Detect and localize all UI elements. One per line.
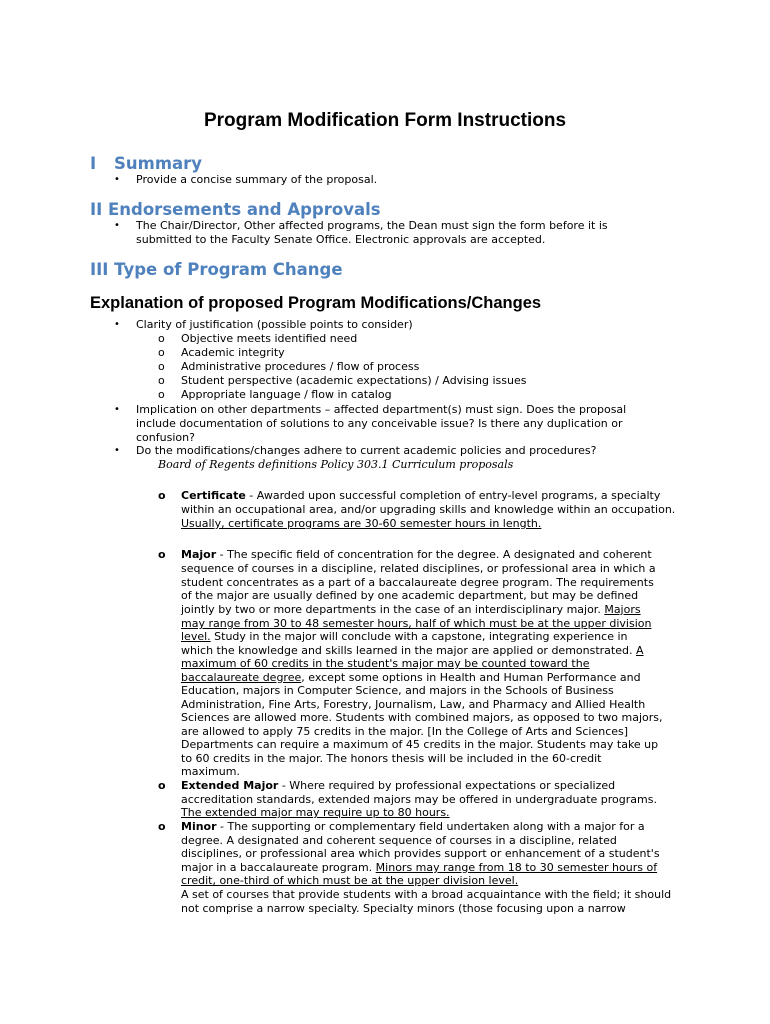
major-text-underlined: A — [635, 644, 644, 657]
endorsements-line: The Chair/Director, Other affected programs, the Dean must sign the form before it is — [136, 219, 608, 232]
bullet-icon: • — [114, 404, 120, 415]
major-text-underlined: Majors — [604, 603, 641, 616]
major-text-underlined: baccalaureate degree — [181, 671, 302, 684]
minor-line — [181, 861, 657, 875]
major-text: jointly by two or more departments in the case of an interdisciplinary major. — [181, 603, 605, 616]
major-line: may range from 30 to 48 semester hours, half of which must be at the upper division — [181, 617, 652, 630]
major-text: - The specific field of concentration for the degree. A designated and coherent — [216, 548, 652, 561]
summary-heading-number: I — [90, 154, 97, 173]
extended-line: The extended major may require up to 80 hours. — [181, 806, 450, 819]
sub-bullet-icon: o — [158, 489, 166, 502]
extended-line: accreditation standards, extended majors may be offered in undergraduate programs. — [181, 793, 657, 806]
major-line: Departments can require a maximum of 45 credits in the major. Students may take up — [181, 738, 659, 751]
major-line — [181, 644, 644, 658]
major-text: which the knowledge and skills learned in the major are applied or demonstrated. — [181, 644, 636, 657]
major-line: student concentrates as a part of a baccalaureate degree program. The requirements — [181, 576, 654, 589]
certificate-text: - Awarded upon successful completion of entry-level programs, a specialty — [245, 489, 661, 502]
sub-point: Student perspective (academic expectations) / Advising issues — [181, 374, 527, 387]
sub-bullet-icon: o — [158, 779, 166, 792]
minor-text: major in a baccalaureate program. — [181, 861, 376, 874]
explanation-heading: Explanation of proposed Program Modifications/Changes — [90, 294, 542, 312]
major-text: , except some options in Health and Human Performance and — [301, 671, 641, 684]
sub-point: Academic integrity — [181, 346, 285, 359]
implication-line: confusion? — [136, 431, 195, 444]
minor-line — [181, 820, 645, 834]
type-heading: III Type of Program Change — [90, 260, 343, 279]
implication-line: include documentation of solutions to any conceivable issue? Is there any duplication or — [136, 417, 623, 430]
major-line: are allowed to apply 75 credits in the major. [In the College of Arts and Sciences] — [181, 725, 629, 738]
minor-text-underlined: Minors may range from 18 to 30 semester hours of — [375, 861, 658, 874]
major-line: of the major are usually defined by one academic department, but may be defined — [181, 589, 639, 602]
major-line — [181, 603, 641, 617]
minor-line: not comprise a narrow specialty. Specialty minors (those focusing upon a narrow — [181, 902, 626, 915]
bullet-icon: • — [114, 445, 120, 456]
bullet-icon: • — [114, 319, 120, 330]
major-text: Study in the major will conclude with a capstone, integrating experience in — [210, 630, 628, 643]
policy-reference: Board of Regents definitions Policy 303.1 Curriculum proposals — [158, 458, 514, 471]
summary-heading — [90, 154, 202, 174]
minor-line: degree. A designated and coherent sequence of courses in a discipline, related — [181, 834, 617, 847]
bullet-icon: • — [114, 174, 120, 185]
major-term: Major — [181, 548, 217, 561]
page-title: Program Modification Form Instructions — [203, 110, 567, 131]
minor-term: Minor — [181, 820, 217, 833]
minor-line: disciplines, or professional area which provides support or enhancement of a student's — [181, 847, 660, 860]
sub-point: Administrative procedures / flow of process — [181, 360, 420, 373]
minor-text: - The supporting or complementary field undertaken along with a major for a — [216, 820, 645, 833]
major-line: sequence of courses in a discipline, related disciplines, or professional area in which a — [181, 562, 656, 575]
implication-line: Implication on other departments – affected department(s) must sign. Does the proposal — [136, 403, 627, 416]
certificate-term: Certificate — [181, 489, 246, 502]
major-line: maximum of 60 credits in the student's major may be counted toward the — [181, 657, 590, 670]
sub-point: Objective meets identified need — [181, 332, 358, 345]
major-line — [181, 630, 628, 644]
sub-bullet-icon: o — [158, 374, 165, 387]
bullet-icon: • — [114, 220, 120, 231]
certificate-line: Usually, certificate programs are 30-60 semester hours in length. — [181, 517, 542, 530]
major-line: Administration, Fine Arts, Forestry, Journalism, Law, and Pharmacy and Allied Health — [181, 698, 646, 711]
extended-term: Extended Major — [181, 779, 279, 792]
sub-bullet-icon: o — [158, 346, 165, 359]
major-line: maximum. — [181, 765, 240, 778]
adhere-text: Do the modifications/changes adhere to current academic policies and procedures? — [136, 444, 597, 457]
major-line: Education, majors in Computer Science, and majors in the Schools of Business — [181, 684, 614, 697]
major-text-underlined: level. — [181, 630, 211, 643]
endorsements-line: submitted to the Faculty Senate Office. Electronic approvals are accepted. — [136, 233, 546, 246]
major-line: to 60 credits in the major. The honors thesis will be included in the 60-credit — [181, 752, 602, 765]
sub-bullet-icon: o — [158, 388, 165, 401]
sub-bullet-icon: o — [158, 820, 166, 833]
extended-text: - Where required by professional expectations or specialized — [278, 779, 616, 792]
minor-line: A set of courses that provide students with a broad acquaintance with the field; it should — [181, 888, 672, 901]
clarity-text: Clarity of justification (possible points to consider) — [136, 318, 413, 331]
sub-bullet-icon: o — [158, 548, 166, 561]
extended-line — [181, 779, 615, 793]
summary-heading-text: Summary — [114, 154, 203, 173]
sub-point: Appropriate language / flow in catalog — [181, 388, 392, 401]
major-line: Sciences are allowed more. Students with combined majors, as opposed to two majors, — [181, 711, 663, 724]
endorsements-heading: II Endorsements and Approvals — [90, 200, 381, 219]
sub-bullet-icon: o — [158, 332, 165, 345]
certificate-line — [181, 489, 660, 503]
sub-bullet-icon: o — [158, 360, 165, 373]
minor-line: credit, one-third of which must be at the upper division level. — [181, 874, 519, 887]
certificate-line: within an occupational area, and/or upgrading skills and knowledge within an occupation. — [181, 503, 676, 516]
major-line — [181, 548, 652, 562]
major-line — [181, 671, 641, 685]
summary-bullet-text: Provide a concise summary of the proposal. — [136, 173, 378, 186]
